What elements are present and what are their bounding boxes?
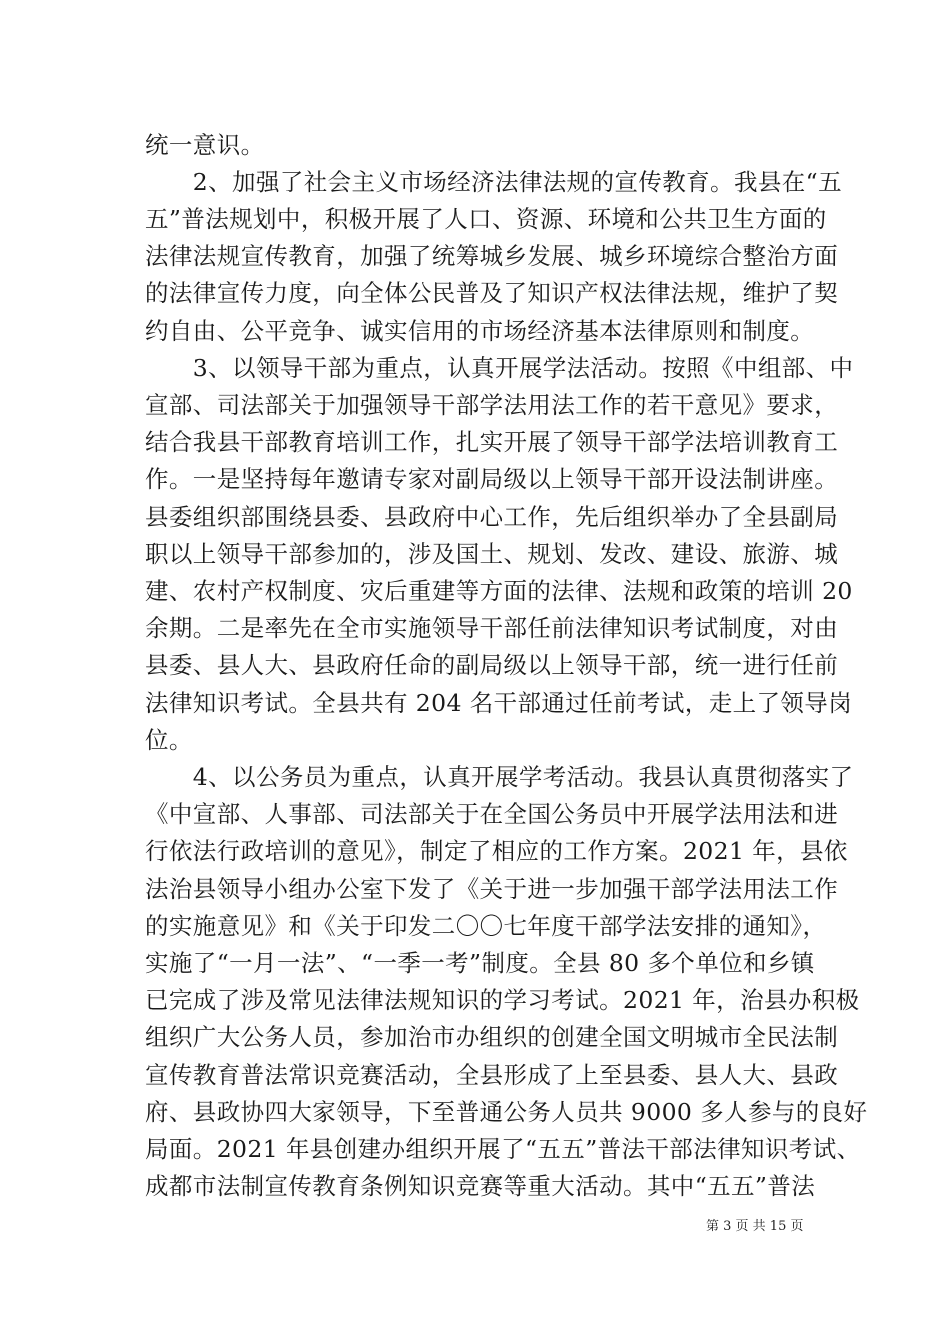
text-line: 五”普法规划中，积极开展了人口、资源、环境和公共卫生方面的	[145, 205, 827, 233]
text-line: 已完成了涉及常见法律法规知识的学习考试。2021 年，治县办积极	[145, 986, 860, 1014]
text-line: 县委组织部围绕县委、县政府中心工作，先后组织举办了全县副局	[145, 503, 839, 531]
text-line: 位。	[145, 726, 193, 754]
text-line: 建、农村产权制度、灾后重建等方面的法律、法规和政策的培训 20	[145, 577, 853, 605]
text-line: 宣传教育普法常识竞赛活动，全县形成了上至县委、县人大、县政	[145, 1061, 839, 1089]
text-line: 行依法行政培训的意见》，制定了相应的工作方案。2021 年，县依	[145, 837, 848, 865]
text-line: 法律知识考试。全县共有 204 名干部通过任前考试，走上了领导岗	[145, 689, 853, 717]
text-line: 余期。二是率先在全市实施领导干部任前法律知识考试制度，对由	[145, 614, 839, 642]
text-line: 的法律宣传力度，向全体公民普及了知识产权法律法规，维护了契	[145, 279, 839, 307]
text-line: 作。一是坚持每年邀请专家对副局级以上领导干部开设法制讲座。	[145, 465, 839, 493]
text-line: 统一意识。	[145, 131, 265, 159]
text-line: 4、以公务员为重点，认真开展学考活动。我县认真贯彻落实了	[145, 763, 854, 791]
text-line: 宣部、司法部关于加强领导干部学法用法工作的若干意见》要求，	[145, 391, 839, 419]
text-line: 3、以领导干部为重点，认真开展学法活动。按照《中组部、中	[145, 354, 854, 382]
text-line: 《中宣部、人事部、司法部关于在全国公务员中开展学法用法和进	[145, 800, 839, 828]
text-line: 县委、县人大、县政府任命的副局级以上领导干部，统一进行任前	[145, 651, 839, 679]
text-line: 法治县领导小组办公室下发了《关于进一步加强干部学法用法工作	[145, 875, 839, 903]
text-line: 实施了“一月一法”、“一季一考”制度。全县 80 多个单位和乡镇	[145, 949, 815, 977]
text-line: 局面。2021 年县创建办组织开展了“五五”普法干部法律知识考试、	[145, 1135, 861, 1163]
text-line: 职以上领导干部参加的，涉及国土、规划、发改、建设、旅游、城	[145, 540, 839, 568]
text-line: 结合我县干部教育培训工作，扎实开展了领导干部学法培训教育工	[145, 428, 839, 456]
text-line: 成都市法制宣传教育条例知识竞赛等重大活动。其中“五五”普法	[145, 1172, 816, 1200]
text-line: 2、加强了社会主义市场经济法律法规的宣传教育。我县在“五	[145, 168, 842, 196]
text-line: 府、县政协四大家领导，下至普通公务人员共 9000 多人参与的良好	[145, 1098, 868, 1126]
text-line: 的实施意见》和《关于印发二〇〇七年度干部学法安排的通知》，	[145, 912, 827, 940]
page-number-footer: 第 3 页 共 15 页	[706, 1219, 804, 1234]
text-line: 法律法规宣传教育，加强了统筹城乡发展、城乡环境综合整治方面	[145, 242, 839, 270]
text-line: 组织广大公务人员，参加治市办组织的创建全国文明城市全民法制	[145, 1023, 839, 1051]
text-line: 约自由、公平竞争、诚实信用的市场经济基本法律原则和制度。	[145, 317, 815, 345]
